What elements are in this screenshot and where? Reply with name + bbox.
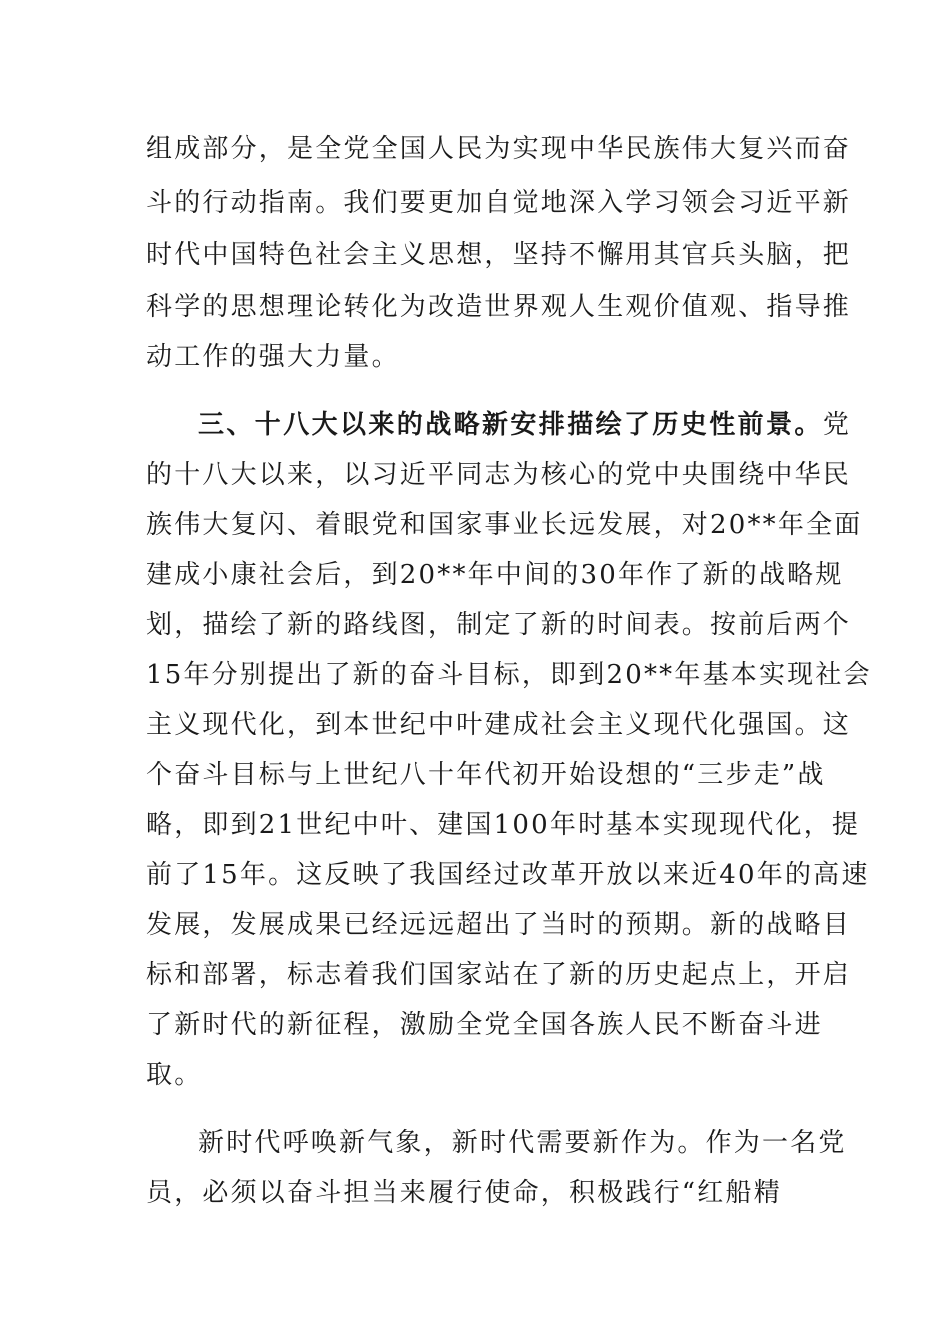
paragraph-3-line-1: 新时代呼唤新气象，新时代需要新作为。作为一名党 [198,1128,847,1158]
paragraph-2-line-8: 个奋斗目标与上世纪八十年代初开始设想的“三步走”战 [146,760,826,790]
paragraph-2-first-line [198,408,878,442]
section-heading: 三、十八大以来的战略新安排描绘了历史性前景。 [198,410,823,440]
paragraph-1-line-4: 科学的思想理论转化为改造世界观人生观价值观、指导推 [146,292,852,322]
paragraph-2-line-11: 发展，发展成果已经远远超出了当时的预期。新的战略目 [146,910,852,940]
paragraph-2-line-7: 主义现代化，到本世纪中叶建成社会主义现代化强国。这 [146,710,852,740]
paragraph-1-line-2: 斗的行动指南。我们要更加自觉地深入学习领会习近平新 [146,188,852,218]
paragraph-1-line-1: 组成部分，是全党全国人民为实现中华民族伟大复兴而奋 [146,134,852,164]
paragraph-2-line-14: 取。 [146,1060,203,1090]
paragraph-2-line-5: 划，描绘了新的路线图，制定了新的时间表。按前后两个 [146,610,852,640]
paragraph-1-line-5: 动工作的强大力量。 [146,342,400,372]
paragraph-2-line-12: 标和部署，标志着我们国家站在了新的历史起点上，开启 [146,960,852,990]
paragraph-2-line-4: 建成小康社会后，到20**年中间的30年作了新的战略规 [146,560,844,590]
paragraph-2-line-10: 前了15年。这反映了我国经过改革开放以来近40年的高速 [146,860,870,890]
paragraph-2-line-9: 略，即到21世纪中叶、建国100年时基本实现现代化，提 [146,810,861,840]
paragraph-2-first-line-rest: 党 [822,410,852,440]
paragraph-2-line-13: 了新时代的新征程，激励全党全国各族人民不断奋斗进 [146,1010,823,1040]
paragraph-2-line-2: 的十八大以来，以习近平同志为核心的党中央围绕中华民 [146,460,852,490]
paragraph-2-line-3: 族伟大复闪、着眼党和国家事业长远发展，对20**年全面 [146,510,863,540]
paragraph-1-line-3: 时代中国特色社会主义思想，坚持不懈用其官兵头脑，把 [146,240,852,270]
paragraph-2-line-6: 15年分别提出了新的奋斗目标，即到20**年基本实现社会 [146,660,872,690]
paragraph-3-line-2: 员，必须以奋斗担当来履行使命，积极践行“红船精 [146,1178,782,1208]
